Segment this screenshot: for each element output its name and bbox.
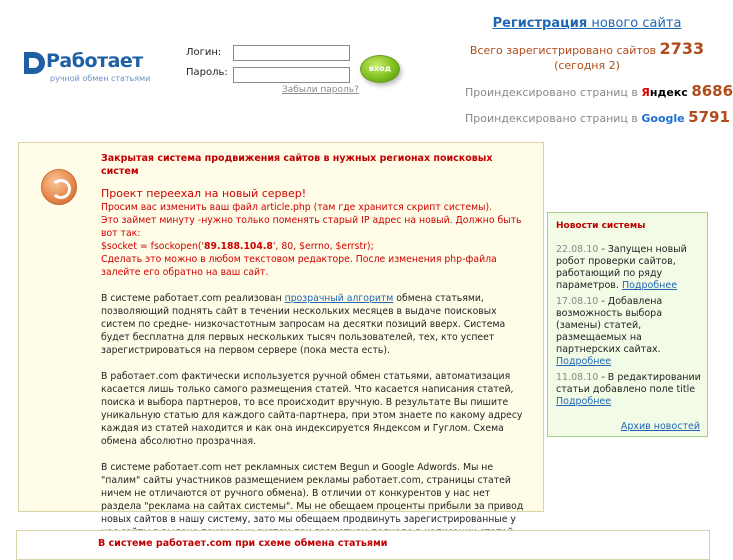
main-title: Закрытая система продвижения сайтов в нужных регионах поисковых систем (101, 153, 493, 177)
yandex-logo: Яндекс (641, 86, 688, 99)
password-input[interactable] (233, 67, 350, 83)
google-logo: Google (641, 112, 685, 125)
news-box (547, 212, 708, 437)
notice-line-1: Просим вас изменить ваш файл article.php (там где хранится скрипт системы). (101, 202, 493, 213)
login-form (186, 43, 406, 103)
news-list (556, 244, 704, 412)
notice-line-3: Сделать это можно в любом текстовом редакторе. После изменения php-файла залейте его обратно на ваш сайт. (101, 254, 497, 278)
register-link[interactable] (447, 16, 727, 31)
yandex-indexed-value: 8686 (691, 82, 733, 100)
news-more-link[interactable]: Подробнее (556, 356, 612, 367)
news-item (556, 372, 704, 408)
paragraph-1: В системе работает.com реализован прозрачный алгоритм обмена статьями, позволяющий поднять сайт в течении нескольких месяцев в выдаче поисковых систем по средне- низкочастотным запросам на десятки позиций вверх. Система будет бесплатна для первых нескольких тысяч пользователей, тех, кто успеет зарегистрироваться на первом сервере (пока места есть). (101, 293, 506, 356)
paragraph-2: В работает.com фактически используется ручной обмен статьями, автоматизация касается лишь только самого размещения статей. Что касается написания статей, поиска и выбора партнеров, то все происходит вручную. В результате Вы пишите уникальную статью для каждого сайта-партнера, при этом знаете по какому адресу каждая из статей находится и как она индексируется Яндексом и Гуглом. Схема обмена абсолютно прозрачная. (101, 371, 523, 447)
paragraph-3: В системе работает.com нет рекламных систем Begun и Google Adwords. Мы не "палим" сайты участников размещением рекламы работает.com, страницы статей ничем не отличаются от ручного обмена). В отличии от конкурентов у нас нет раздела "реклама на сайтах системы". Мы не обещаем проценты прибыли за привод новых сайтов в нашу систему, зато мы обещаем продвинуть зарегистрированные у (101, 462, 524, 525)
news-date: 11.08.10 (556, 372, 599, 383)
bottom-content-box (16, 530, 710, 560)
register-link-rest: нового сайта (587, 16, 682, 31)
main-content-box (18, 142, 544, 525)
news-date: 17.08.10 (556, 296, 599, 307)
code-line: $socket = fsockopen('89.188.104.8', 80, $errno, $errstr); (101, 241, 374, 252)
news-item (556, 296, 704, 368)
password-label: Пароль: (186, 67, 228, 78)
register-link-bold: Регистрация (492, 16, 588, 31)
total-sites-value: 2733 (659, 39, 705, 58)
news-item (556, 244, 704, 292)
yandex-indexed (465, 82, 733, 100)
logo-subtitle: ручной обмен статьями (50, 74, 151, 83)
google-indexed (465, 108, 730, 126)
site-logo[interactable] (20, 46, 151, 86)
server-moved-notice: Проект переехал на новый сервер! (101, 187, 307, 200)
refresh-icon (41, 169, 77, 205)
news-more-link[interactable]: Подробнее (621, 280, 678, 291)
total-sites-label: Всего зарегистрировано сайтов (469, 44, 657, 57)
site-stats (427, 16, 733, 126)
today-sites: (сегодня 2) (554, 59, 620, 72)
forgot-password-link[interactable]: Забыли пароль? (282, 85, 359, 95)
news-text: - Запущен новый робот проверки сайтов, работающий по ряду параметров. (556, 244, 687, 291)
google-indexed-label: Проиндексировано страниц в (465, 112, 638, 125)
enter-button[interactable]: вход (360, 55, 400, 83)
transparent-algorithm-link[interactable]: прозрачный алгоритм (284, 293, 394, 304)
bottom-title: В системе работает.com при схеме обмена статьями (98, 538, 388, 549)
news-archive-link[interactable]: Архив новостей (620, 421, 700, 432)
news-text: - В редактировании статьи добавлено поле title (556, 372, 701, 395)
logo-text: Работает (46, 50, 143, 72)
news-more-link[interactable]: Подробнее (556, 396, 612, 407)
news-text: - Добавлена возможность выбора (замены) статей, размещаемых на партнерских сайтах. (556, 296, 663, 355)
news-title: Новости системы (556, 221, 646, 231)
login-input[interactable] (233, 45, 350, 61)
notice-line-2: Это займет минуту -нужно только поменять старый IP адрес на новый. Должно быть вот так: (101, 215, 522, 239)
login-label: Логин: (186, 47, 222, 58)
new-ip: 89.188.104.8 (204, 241, 273, 252)
total-sites (447, 39, 727, 58)
google-indexed-value: 5791 (688, 108, 730, 126)
news-date: 22.08.10 (556, 244, 599, 255)
main-text (101, 152, 531, 539)
yandex-indexed-label: Проиндексировано страниц в (465, 86, 638, 99)
